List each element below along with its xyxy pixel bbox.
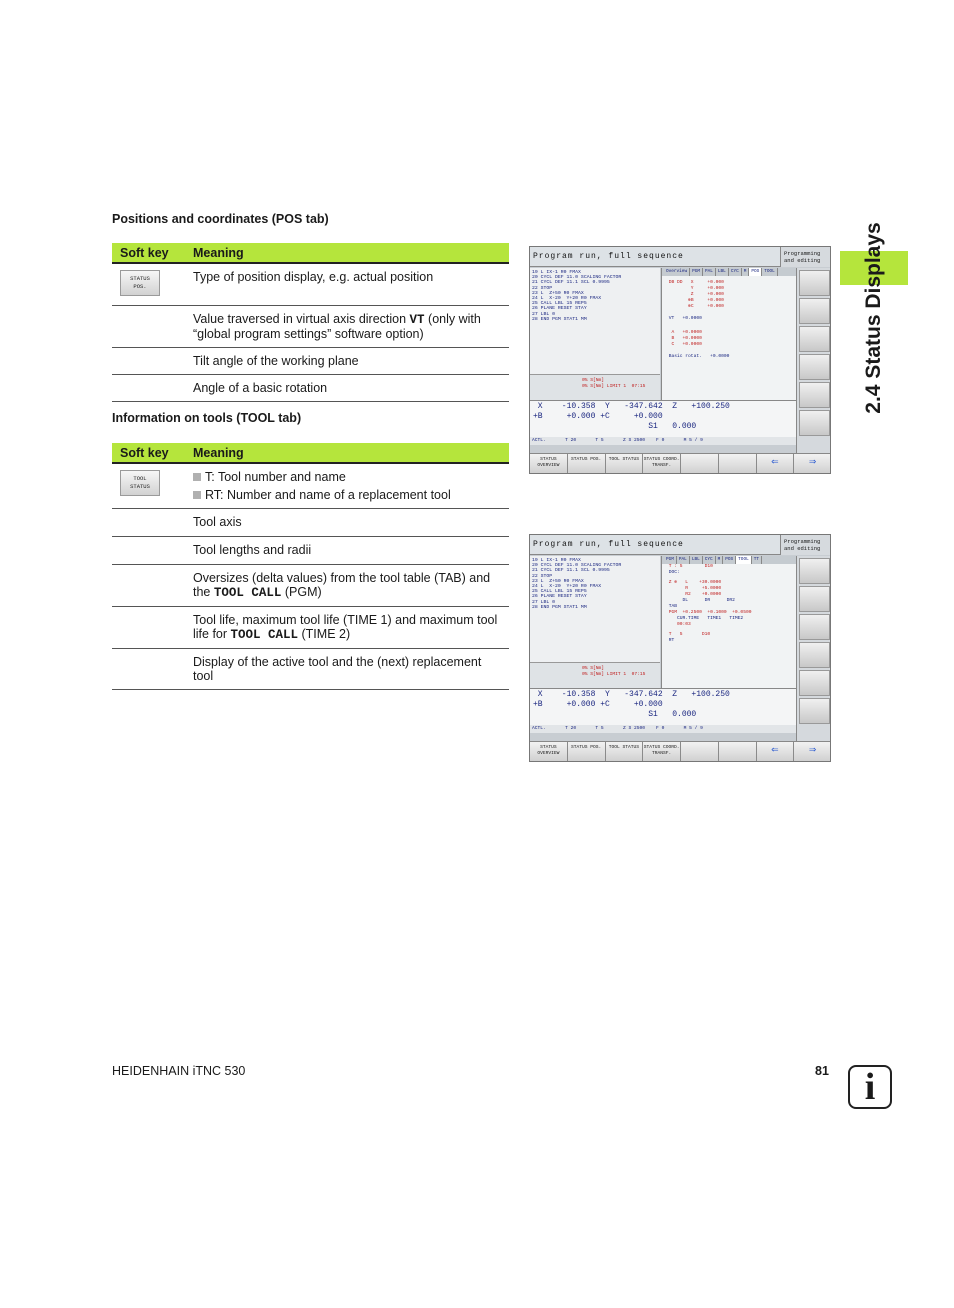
- table-row: [112, 537, 509, 565]
- softkey-cell: [112, 263, 185, 305]
- screen-title: Program run, full sequence: [530, 247, 780, 267]
- table-row: [112, 305, 509, 347]
- table-row: [112, 374, 509, 401]
- screen-mode: Programming and editing: [780, 535, 830, 555]
- meaning-cell: Display of the active tool and the (next) replacement tool: [185, 649, 509, 690]
- position-display: X -10.358 Y -347.642 Z +100.250 +B +0.000 +C +0.000 S1 0.000: [530, 400, 796, 437]
- chapter-title: 2.4 Status Displays: [862, 222, 885, 414]
- col-meaning: Meaning: [185, 243, 509, 263]
- arrow-left-icon[interactable]: ⇐: [757, 454, 795, 474]
- tool-softkey-table: [112, 443, 509, 690]
- col-softkey: Soft key: [112, 243, 185, 263]
- right-softkey-bar: [796, 556, 831, 741]
- col-meaning: Meaning: [185, 443, 509, 463]
- right-softkey-bar: [796, 268, 831, 453]
- col-softkey: Soft key: [112, 443, 185, 463]
- tool-status-softkey[interactable]: TOOL STATUS: [120, 470, 160, 496]
- meaning-cell: Angle of a basic rotation: [185, 374, 509, 401]
- status-panel: Overview PGM PAL LBL CYC M POS TOOL DB DD X +0.000 Y +0.000 Z +0.000 ⊕B +0.000 ⊕C +0.000 VT +0.0000 A +0.0000 B +0.0000 C +0.0000 Basic rotat. +0.0000: [661, 268, 796, 400]
- arrow-left-icon[interactable]: ⇐: [757, 742, 795, 762]
- arrow-right-icon[interactable]: ⇒: [794, 454, 831, 474]
- program-status: 0% S[Nm] 0% S[Nm] LIMIT 1 07:15: [530, 374, 660, 400]
- softkey-cell: [112, 463, 185, 509]
- pos-softkey-table: [112, 243, 509, 402]
- page-number: 81: [815, 1064, 829, 1078]
- softkey-row: STATUS OVERVIEW STATUS POS. TOOL STATUS STATUS COORD. TRANSF. ⇐ ⇒: [530, 453, 831, 474]
- arrow-right-icon[interactable]: ⇒: [794, 742, 831, 762]
- pos-section-heading: Positions and coordinates (POS tab): [112, 212, 329, 226]
- footer-product: HEIDENHAIN iTNC 530: [112, 1064, 246, 1078]
- table-row: [112, 509, 509, 537]
- meaning-cell: Tool life, maximum tool life (TIME 1) and maximum tool life for TOOL CALL (TIME 2): [185, 607, 509, 649]
- meaning-cell: T: Tool number and name RT: Number and name of a replacement tool: [185, 463, 509, 509]
- screen-title: Program run, full sequence: [530, 535, 780, 555]
- tool-section-heading: Information on tools (TOOL tab): [112, 411, 302, 425]
- status-line: ACTL. T 20 T 5 Z S 2500 F 0 M 5 / 9: [530, 725, 796, 733]
- table-row: [112, 607, 509, 649]
- info-icon: i: [848, 1065, 892, 1109]
- status-panel: PGM PAL LBL CYC M POS TOOL TT T : 5 D10 DOC: Z ⊕ L +30.0000 R +5.0000 R2 +0.0000 DL DR DR2 TAB PGM +0.2500 +0.1000 +0.0500 CUR.TIME TIME1 TIME2 00:03 T 5 D10 RT: [661, 556, 796, 688]
- status-line: ACTL. T 20 T 5 Z S 2500 F 0 M 5 / 9: [530, 437, 796, 445]
- table-row: [112, 649, 509, 690]
- table-row: [112, 263, 509, 305]
- meaning-cell: Type of position display, e.g. actual position: [185, 263, 509, 305]
- softkey-row: STATUS OVERVIEW STATUS POS. TOOL STATUS STATUS COORD. TRANSF. ⇐ ⇒: [530, 741, 831, 762]
- table-row: [112, 565, 509, 607]
- status-pos-softkey[interactable]: STATUS POS.: [120, 270, 160, 296]
- meaning-cell: Tilt angle of the working plane: [185, 347, 509, 374]
- bullet-icon: [193, 491, 201, 499]
- bullet-icon: [193, 473, 201, 481]
- screenshot-tool-tab: [529, 534, 831, 762]
- screen-mode: Programming and editing: [780, 247, 830, 267]
- status-tabs: Overview PGM PAL LBL CYC M POS TOOL: [662, 268, 796, 276]
- program-listing: 19 L IX-1 R0 FMAX 20 CYCL DEF 11.0 SCALING FACTOR 21 CYCL DEF 11.1 SCL 0.9995 22 STOP 23 L Z+50 R0 FMAX 24 L X-20 Y+20 R0 FMAX 25 CALL LBL 15 REP5 26 PLANE RESET STAY 27 LBL 0 28 END PGM STAT1 MM: [530, 556, 660, 662]
- meaning-cell: Tool lengths and radii: [185, 537, 509, 565]
- status-tabs: PGM PAL LBL CYC M POS TOOL TT: [662, 556, 796, 564]
- program-status: 0% S[Nm] 0% S[Nm] LIMIT 1 07:15: [530, 662, 660, 688]
- screenshot-pos-tab: [529, 246, 831, 474]
- table-row: [112, 463, 509, 509]
- program-listing: 19 L IX-1 R0 FMAX 20 CYCL DEF 11.0 SCALING FACTOR 21 CYCL DEF 11.1 SCL 0.9995 22 STOP 23 L Z+50 R0 FMAX 24 L X-20 Y+20 R0 FMAX 25 CALL LBL 15 REP5 26 PLANE RESET STAY 27 LBL 0 28 END PGM STAT1 MM: [530, 268, 660, 374]
- position-display: X -10.358 Y -347.642 Z +100.250 +B +0.000 +C +0.000 S1 0.000: [530, 688, 796, 725]
- meaning-cell: Tool axis: [185, 509, 509, 537]
- meaning-cell: Value traversed in virtual axis direction VT (only with “global program settings” software option): [185, 305, 509, 347]
- meaning-cell: Oversizes (delta values) from the tool table (TAB) and the TOOL CALL (PGM): [185, 565, 509, 607]
- table-row: [112, 347, 509, 374]
